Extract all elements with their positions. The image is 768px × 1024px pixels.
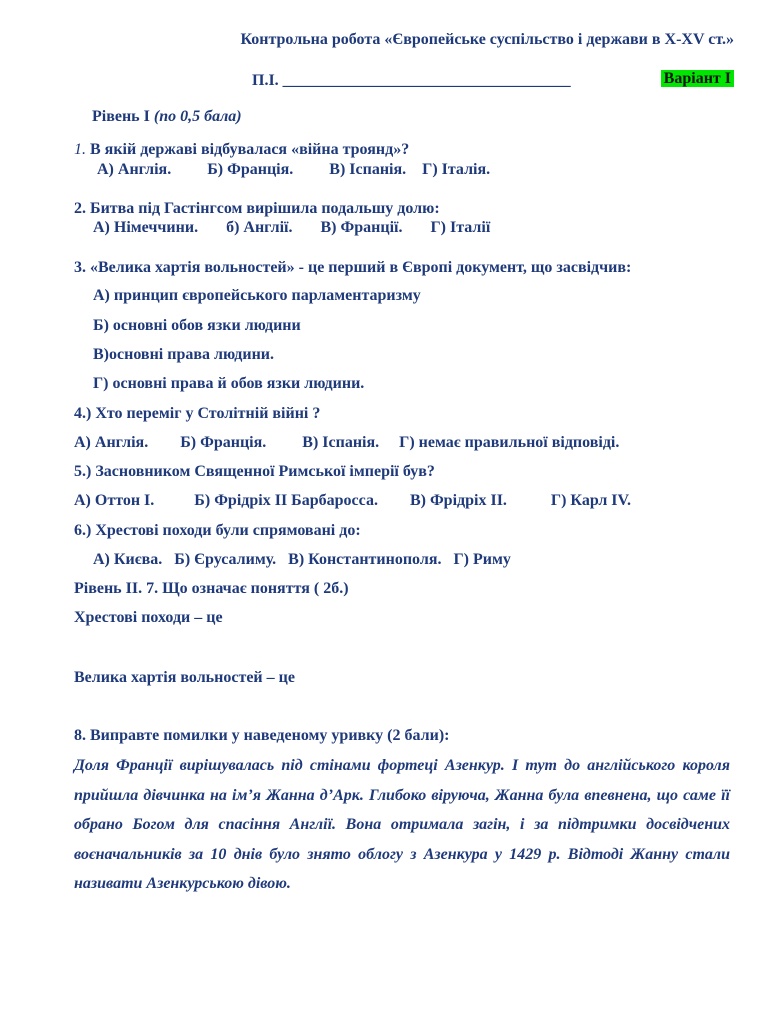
question-6-options: А) Києва. Б) Єрусалиму. В) Константинополя. Г) Риму: [93, 551, 511, 568]
question-5-options: А) Оттон І. Б) Фрідріх ІІ Барбаросса. В) Фрідріх ІІ. Г) Карл IV.: [74, 492, 632, 509]
level1-title: Рівень І: [92, 108, 154, 125]
question-4-text: 4.) Хто переміг у Столітній війні ?: [74, 405, 321, 422]
question-3-option-d: Г) основні права й обов язки людини.: [93, 375, 365, 392]
question-1-number: 1.: [74, 141, 86, 158]
question-1: [74, 140, 409, 160]
question-6-text: 6.) Хрестові походи були спрямовані до:: [74, 522, 361, 539]
question-5-text: 5.) Засновником Священної Римської імперії був?: [74, 463, 435, 480]
question-8-text: 8. Виправте помилки у наведеному уривку (2 бали):: [74, 727, 450, 744]
question-3-option-b: Б) основні обов язки людини: [93, 317, 301, 334]
error-passage-text: Доля Франції вирішувалась під стінами фортеці Азенкур. І тут до англійського короля прийшла дівчинка на ім’я Жанна д’Арк. Глибоко віруюча, Жанна була впевнена, що саме її обрано Богом для спасіння Англії. Вона отримала загін, і за підтримки досвідчених воєначальників за 10 днів було знято облогу з Азенкура у 1429 р. Відтоді Жанну стали називати Азенкурською дівою.: [74, 757, 730, 892]
question-2-options: А) Німеччини. б) Англії. В) Франції. Г) Італії: [93, 219, 491, 236]
level1-points-note: (по 0,5 бала): [153, 108, 242, 125]
term-magna-carta: Велика хартія вольностей – це: [74, 669, 295, 686]
variant-badge: Варіант І: [661, 70, 734, 87]
question-3-option-c: В)основні права людини.: [93, 346, 275, 363]
question-3-option-a: А) принцип європейського парламентаризму: [93, 287, 421, 304]
name-field-line: П.І. ____________________________________: [252, 72, 571, 89]
error-passage: [74, 751, 730, 899]
question-2-text: 2. Битва під Гастінгсом вирішила подальшу долю:: [74, 200, 440, 217]
level1-heading: [92, 107, 242, 127]
level2-heading: Рівень ІІ. 7. Що означає поняття ( 2б.): [74, 580, 349, 597]
question-3-text: 3. «Велика хартія вольностей» - це перший в Європі документ, що засвідчив:: [74, 259, 632, 276]
term-crusades: Хрестові походи – це: [74, 609, 223, 626]
question-1-text: В якій державі відбувалася «війна троянд»?: [86, 141, 410, 158]
variant-label-wrap: [645, 49, 734, 109]
question-1-options: А) Англія. Б) Франція. В) Іспанія. Г) Італія.: [93, 161, 491, 178]
question-4-options: А) Англія. Б) Франція. В) Іспанія. Г) немає правильної відповіді.: [74, 434, 620, 451]
document-title: Контрольна робота «Європейське суспільство і держави в X-XV ст.»: [240, 31, 734, 48]
